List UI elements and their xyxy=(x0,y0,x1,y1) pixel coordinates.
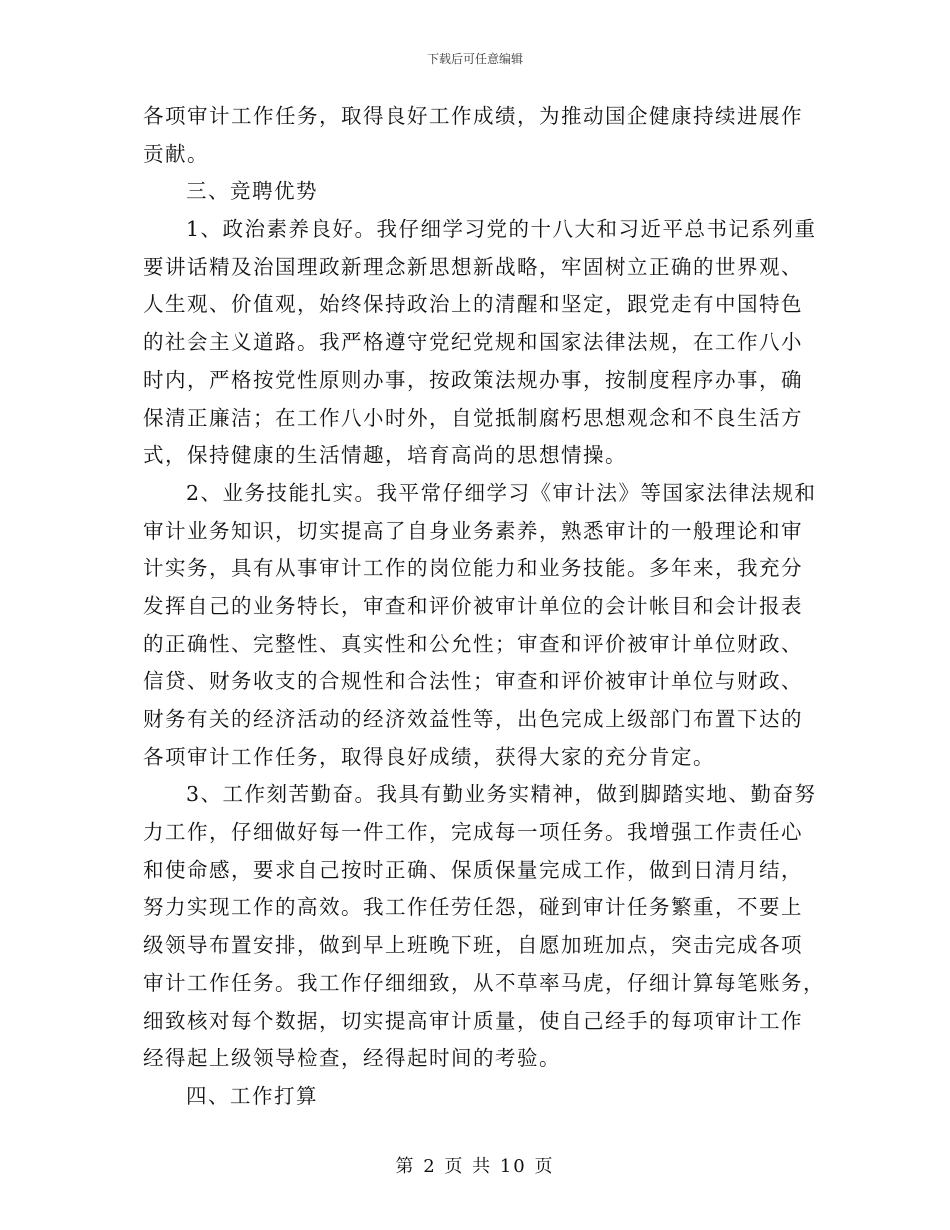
text-line: 和使命感，要求自己按时正确、保质保量完成工作，做到日清月结， xyxy=(143,857,803,882)
text-line: 保清正廉洁；在工作八小时外，自觉抵制腐朽思想观念和不良生活方 xyxy=(143,405,803,430)
text-line: 审计业务知识，切实提高了自身业务素养，熟悉审计的一般理论和审 xyxy=(143,518,803,543)
text-line: 式，保持健康的生活情趣，培育高尚的思想情操。 xyxy=(143,443,627,468)
text-line: 贡献。 xyxy=(143,141,209,166)
section-heading: 四、工作打算 xyxy=(186,1083,318,1108)
paragraph-start: 2、业务技能扎实。我平常仔细学习《审计法》等国家法律法规和 xyxy=(186,480,817,505)
text-line: 计实务，具有从事审计工作的岗位能力和业务技能。多年来，我充分 xyxy=(143,556,803,581)
text-line: 财务有关的经济活动的经济效益性等，出色完成上级部门布置下达的 xyxy=(143,707,803,731)
text-line: 各项审计工作任务，取得良好成绩，获得大家的充分肯定。 xyxy=(143,744,715,769)
text-line: 级领导布置安排，做到早上班晚下班，自愿加班加点，突击完成各项 xyxy=(143,933,803,958)
text-line: 的社会主义道路。我严格遵守党纪党规和国家法律法规，在工作八小 xyxy=(143,330,803,355)
text-line: 的正确性、完整性、真实性和公允性；审查和评价被审计单位财政、 xyxy=(143,631,803,656)
text-line: 要讲话精及治国理政新理念新思想新战略，牢固树立正确的世界观、 xyxy=(143,254,803,279)
paragraph-start: 3、工作刻苦勤奋。我具有勤业务实精神，做到脚踏实地、勤奋努 xyxy=(186,782,817,807)
text-line: 审计工作任务。我工作仔细细致，从不草率马虎，仔细计算每笔账务， xyxy=(143,970,825,995)
text-line: 经得起上级领导检查，经得起时间的考验。 xyxy=(143,1046,561,1071)
header-note: 下载后可任意编辑 xyxy=(426,52,523,66)
text-line: 细致核对每个数据，切实提高审计质量，使自己经手的每项审计工作 xyxy=(143,1008,803,1033)
page-number: 第 2 页 共 10 页 xyxy=(395,1156,555,1177)
text-line: 各项审计工作任务，取得良好工作成绩，为推动国企健康持续进展作 xyxy=(143,104,803,128)
text-line: 努力实现工作的高效。我工作任劳任怨，碰到审计任务繁重，不要上 xyxy=(143,895,803,920)
text-line: 发挥自己的业务特长，审查和评价被审计单位的会计帐目和会计报表 xyxy=(143,593,803,618)
section-heading: 三、竞聘优势 xyxy=(186,179,318,204)
text-line: 力工作，仔细做好每一件工作，完成每一项任务。我增强工作责任心 xyxy=(143,820,803,845)
text-line: 时内，严格按党性原则办事，按政策法规办事，按制度程序办事，确 xyxy=(143,367,803,392)
paragraph-start: 1、政治素养良好。我仔细学习党的十八大和习近平总书记系列重 xyxy=(186,217,817,242)
document-body xyxy=(143,98,825,1116)
text-line: 人生观、价值观，始终保持政治上的清醒和坚定，跟党走有中国特色 xyxy=(143,292,803,317)
text-line: 信贷、财务收支的合规性和合法性；审查和评价被审计单位与财政、 xyxy=(143,669,803,694)
